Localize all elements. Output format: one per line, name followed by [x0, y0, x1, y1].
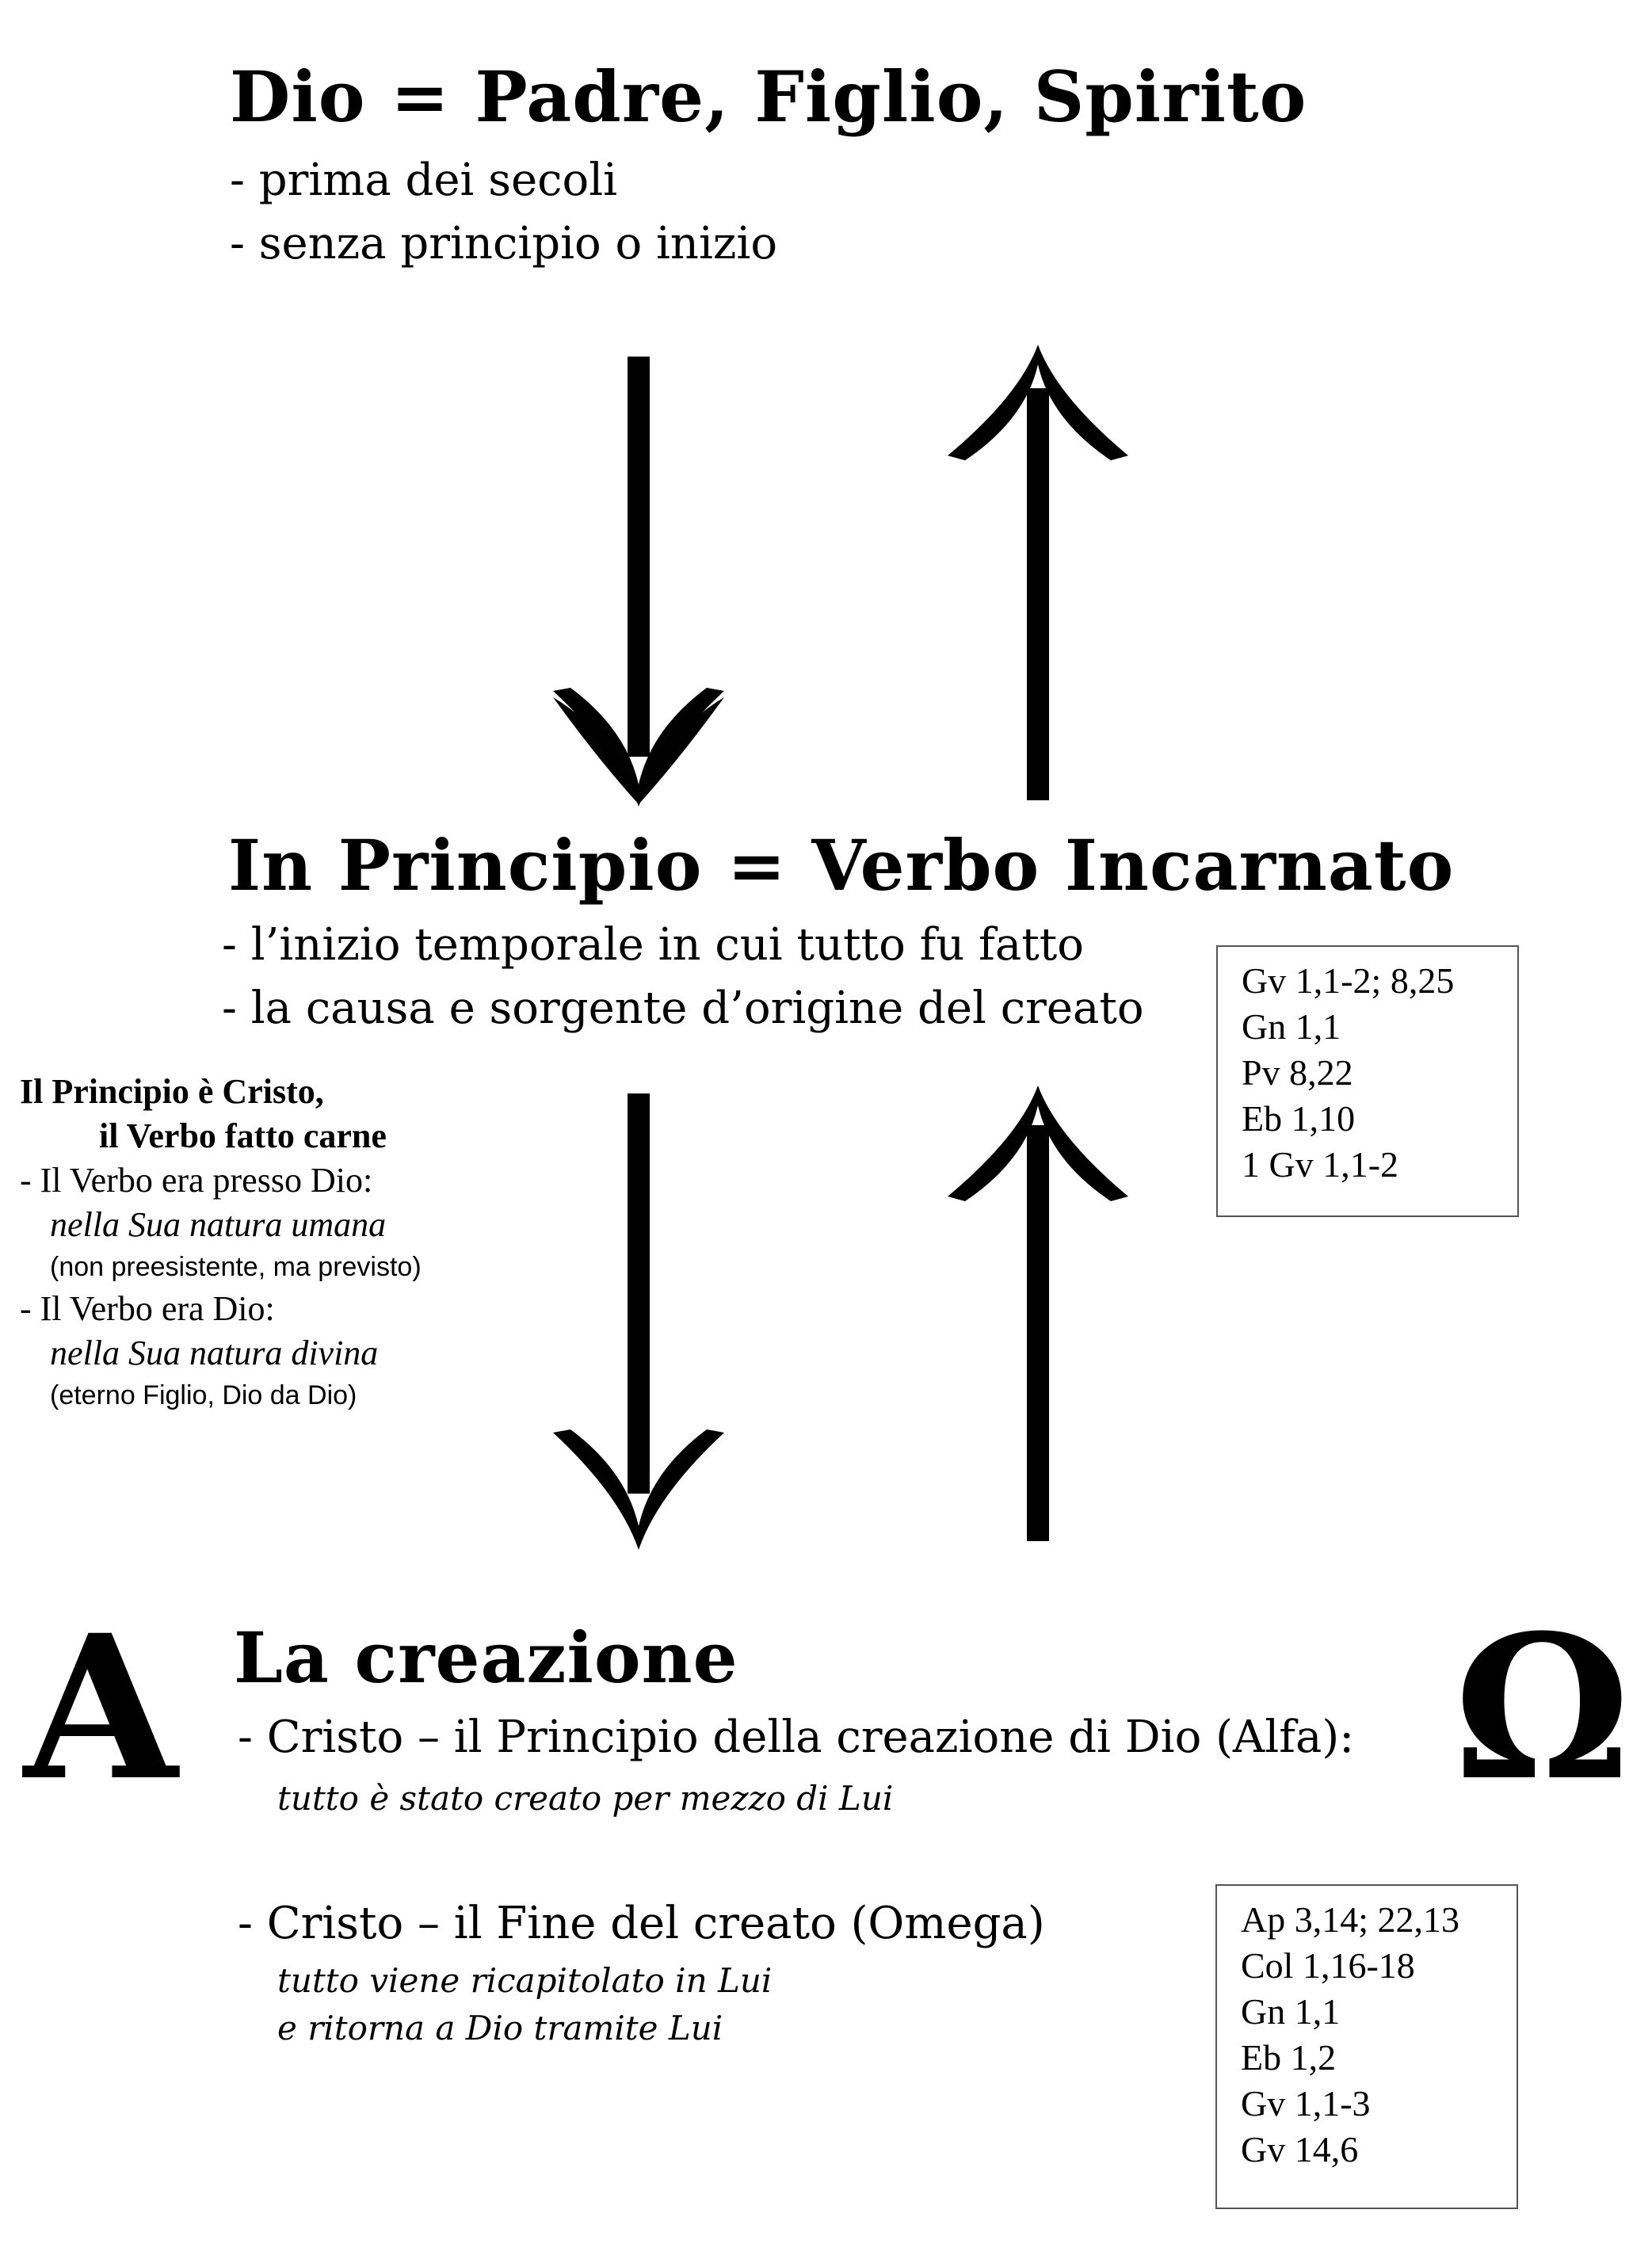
reference-item: Col 1,16-18 [1241, 1945, 1415, 1986]
side-note-item-2-italic: nella Sua natura divina [50, 1334, 379, 1372]
arrow-up-top [948, 345, 1128, 800]
bottom-line-2-italic-2: e ritorna a Dio tramite Lui [277, 2009, 723, 2047]
bottom-line-1: - Cristo – il Principio della creazione di Dio (Alfa): [238, 1712, 1355, 1763]
side-note-item-2-note: (eterno Figlio, Dio da Dio) [50, 1380, 357, 1410]
reference-item: Ap 3,14; 22,13 [1241, 1899, 1459, 1940]
middle-line-1: - l’inizio temporale in cui tutto fu fatto [222, 919, 1085, 971]
arrow-down-top [553, 357, 724, 807]
reference-item: Gv 14,6 [1241, 2129, 1359, 2170]
side-note-item-1: - Il Verbo era presso Dio: [20, 1161, 373, 1200]
side-note-heading-2: il Verbo fatto carne [99, 1116, 387, 1155]
bottom-references-box [1215, 1884, 1518, 2209]
bottom-line-2-italic-1: tutto viene ricapitolato in Lui [277, 1961, 773, 2000]
side-note-item-1-italic: nella Sua natura umana [50, 1205, 387, 1244]
side-note-item-2: - Il Verbo era Dio: [20, 1289, 275, 1328]
omega-letter: Ω [1454, 1591, 1631, 1824]
top-line-2: - senza principio o inizio [230, 218, 778, 269]
top-title: Dio = Padre, Figlio, Spirito [230, 55, 1307, 138]
middle-line-2: - la causa e sorgente d’origine del creato [222, 983, 1144, 1034]
alpha-letter: A [24, 1591, 177, 1824]
side-note [20, 1070, 422, 1415]
reference-item: Gv 1,1-2; 8,25 [1242, 960, 1455, 1001]
bottom-title: La creazione [234, 1616, 738, 1699]
arrow-down-bottom [553, 1093, 724, 1550]
reference-item: Eb 1,2 [1241, 2037, 1337, 2078]
reference-item: Gn 1,1 [1242, 1006, 1341, 1047]
top-line-1: - prima dei secoli [230, 155, 618, 206]
side-note-item-1-note: (non preesistente, ma previsto) [50, 1252, 422, 1282]
reference-item: Gn 1,1 [1241, 1991, 1341, 2032]
bottom-line-2: - Cristo – il Fine del creato (Omega) [238, 1898, 1045, 1949]
middle-references-box [1216, 945, 1519, 1217]
arrow-up-bottom [948, 1086, 1128, 1541]
bottom-line-1-italic: tutto è stato creato per mezzo di Lui [277, 1779, 894, 1818]
reference-item: Eb 1,10 [1242, 1098, 1356, 1139]
middle-title: In Principio = Verbo Incarnato [228, 824, 1455, 906]
reference-item: Gv 1,1-3 [1241, 2083, 1371, 2124]
reference-item: Pv 8,22 [1242, 1052, 1353, 1093]
side-note-heading-1: Il Principio è Cristo, [20, 1072, 324, 1111]
reference-item: 1 Gv 1,1-2 [1242, 1144, 1399, 1185]
